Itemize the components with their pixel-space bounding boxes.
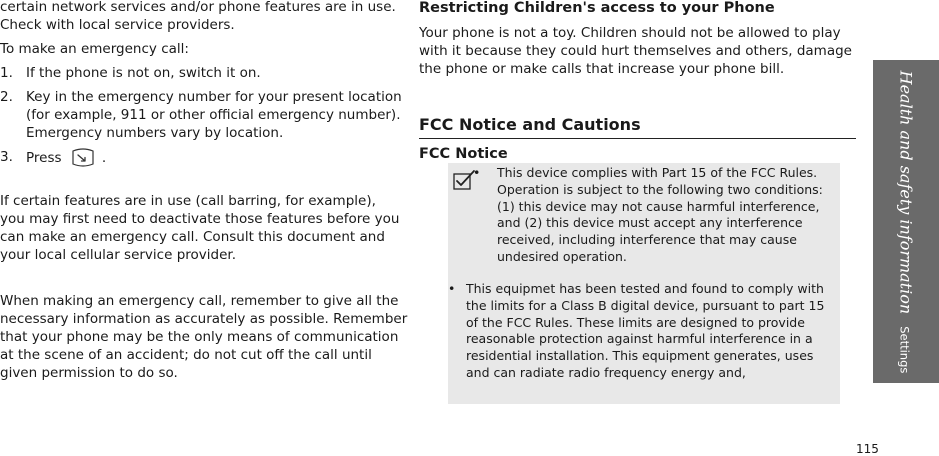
make-call-paragraph: To make an emergency call: (0, 41, 189, 57)
step-number: 3. (0, 149, 13, 165)
bullet: • (448, 281, 456, 296)
list-item (0, 88, 408, 142)
bullet-text: This device complies with Part 15 of the FCC Rules. Operation is subject to the following two conditions: (1) this device may not cause harmful interference, and (2) this device must accept any interference received, including interference that may cause undesired operation. (497, 165, 823, 264)
emergency-steps-list (0, 64, 408, 174)
step-text-after: . (101, 150, 107, 166)
list-item (0, 148, 408, 168)
certain-features-paragraph: If certain features are in use (call barring, for example), you may first need to deactivate those features before you can make an emergency call. Consult this document and your local cellular service provider. (0, 193, 400, 263)
step-text: Key in the emergency number for your present location (for example, 911 or other official emergency number). Emergency numbers vary by location. (26, 89, 402, 141)
list-item (448, 281, 838, 382)
list-item (0, 64, 408, 82)
step-text: If the phone is not on, switch it on. (26, 65, 261, 81)
intro-paragraph: certain network services and/or phone features are in use. Check with local service providers. (0, 0, 396, 33)
list-item (473, 165, 833, 266)
side-tab-subtitle: Settings (897, 325, 912, 373)
fcc-notice-heading: FCC Notice (419, 146, 508, 162)
fcc-heading: FCC Notice and Cautions (419, 114, 856, 139)
when-making-paragraph: When making an emergency call, remember to give all the necessary information as accurately as possible. Remember that your phone may be the only means of communication at the scene of an accident; do not cut off the call until given permission to do so. (0, 293, 408, 381)
fcc-note-box (448, 163, 840, 404)
page-number: 115 (856, 442, 879, 456)
side-tab-label (897, 70, 916, 373)
restrict-paragraph: Your phone is not a toy. Children should not be allowed to play with it because they could hurt themselves and others, damage the phone or make calls that increase your phone bill. (419, 25, 852, 77)
side-tab-title: Health and safety information (896, 70, 916, 314)
step-number: 1. (0, 65, 13, 81)
step-number: 2. (0, 89, 13, 105)
bullet: • (473, 165, 481, 180)
step-text-before: Press (26, 150, 62, 166)
restrict-heading: Restricting Children's access to your Phone (419, 0, 775, 16)
bullet-text: This equipmet has been tested and found to comply with the limits for a Class B digital device, pursuant to part 15 of the FCC Rules. These limits are designed to provide reasonable protection against harmful interference in a residential installation. This equipment generates, uses and can radiate radio frequency energy and, (466, 281, 825, 380)
section-side-tab (873, 60, 939, 383)
send-key-icon (70, 148, 96, 168)
